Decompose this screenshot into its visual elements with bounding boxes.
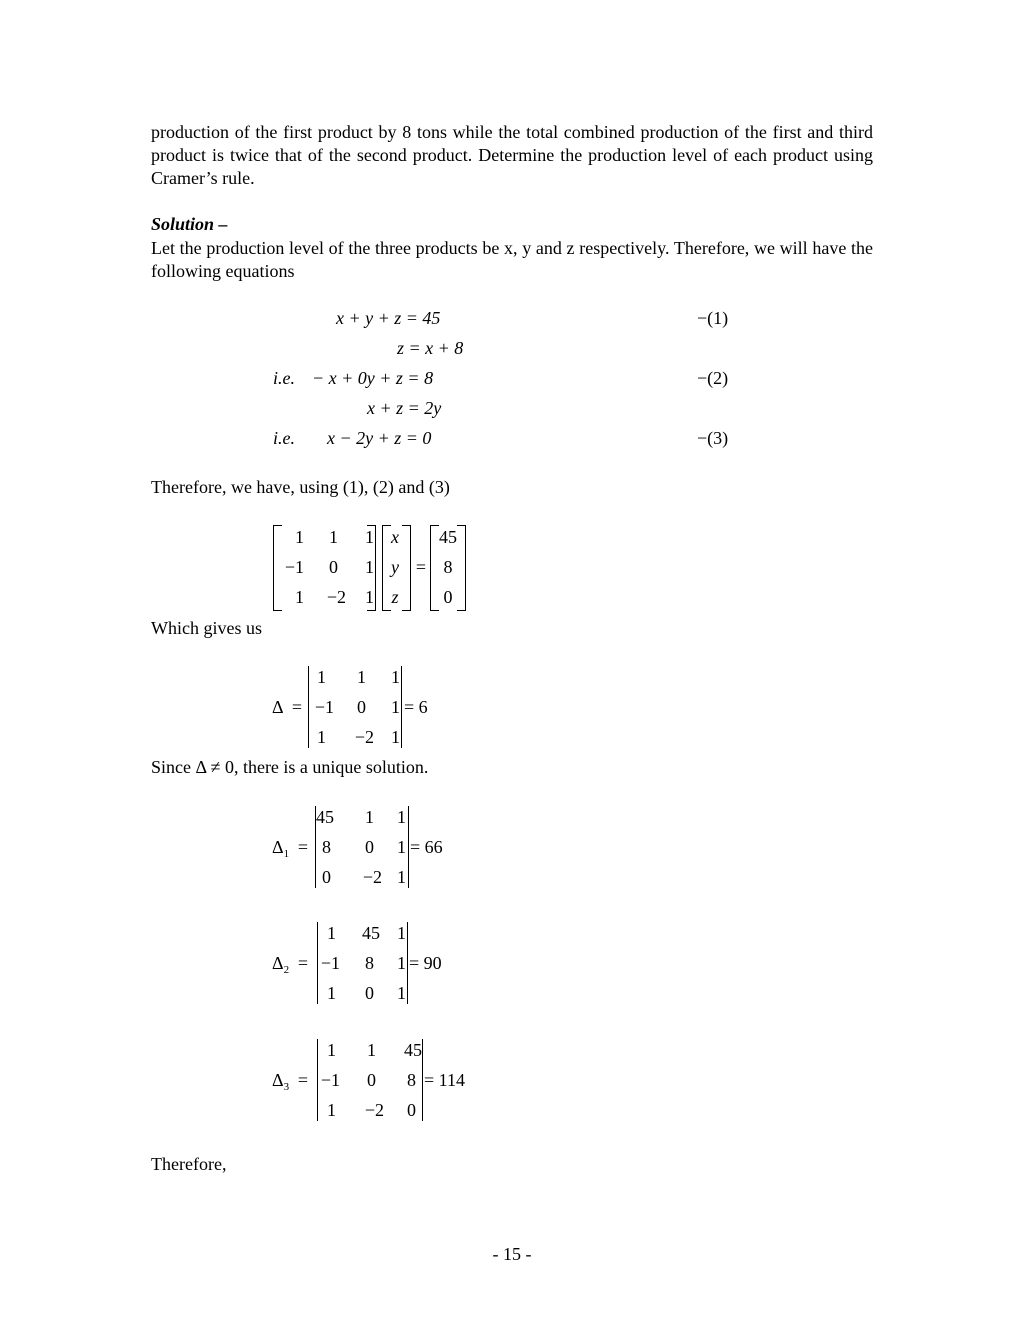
delta1-cell: 0 <box>365 837 374 857</box>
delta2-cell: −1 <box>320 953 340 973</box>
delta3-cell: 45 <box>404 1040 422 1060</box>
delta-symbol: Δ <box>272 697 284 717</box>
matrix-x-cell: y <box>391 557 399 577</box>
equation-2: − x + 0y + z = 8 <box>312 368 434 388</box>
matrix-b-cell: 0 <box>443 587 453 607</box>
delta2-cell: 1 <box>327 923 336 943</box>
matrix-b-cell: 8 <box>443 557 453 577</box>
delta1-cell: 1 <box>397 837 406 857</box>
matrix-a-cell: 1 <box>295 527 304 547</box>
delta3-cell: 1 <box>327 1040 336 1060</box>
delta3-cell: −1 <box>320 1070 340 1090</box>
matrix-x-right-bracket <box>402 525 411 611</box>
equation-1: x + y + z = 45 <box>336 308 441 328</box>
delta-result: = 6 <box>404 697 428 717</box>
matrix-a-cell: −2 <box>326 587 346 607</box>
delta3-equals: = <box>297 1070 309 1090</box>
equation-2-tag: −(2) <box>697 368 729 388</box>
matrix-equals-sign: = <box>415 557 427 577</box>
delta-cell: 1 <box>357 667 366 687</box>
delta1-result: = 66 <box>410 837 443 857</box>
delta2-cell: 0 <box>365 983 374 1003</box>
delta2-result: = 90 <box>409 953 442 973</box>
delta1-cell: 0 <box>322 867 331 887</box>
ie-label-2: i.e. <box>273 428 295 448</box>
matrix-a-cell: −1 <box>284 557 304 577</box>
delta-cell: 1 <box>391 667 400 687</box>
delta1-determinant <box>272 802 472 892</box>
delta1-cell: 8 <box>322 837 331 857</box>
matrix-a-cell: 1 <box>329 527 338 547</box>
which-gives-text: Which gives us <box>151 618 262 638</box>
delta2-cell: 1 <box>397 953 406 973</box>
equation-1-tag: −(1) <box>697 308 729 328</box>
delta1-cell: 45 <box>316 807 334 827</box>
delta3-cell: 1 <box>327 1100 336 1120</box>
delta-cell: 0 <box>357 697 366 717</box>
delta2-cell: 8 <box>365 953 374 973</box>
matrix-a-cell: 1 <box>365 527 374 547</box>
page-number: - 15 - <box>492 1244 532 1264</box>
delta-cell: 1 <box>391 697 400 717</box>
delta-determinant <box>272 662 452 752</box>
solution-heading: Solution – <box>151 214 228 234</box>
delta2-equals: = <box>297 953 309 973</box>
delta3-result: = 114 <box>424 1070 465 1090</box>
delta3-cell: 8 <box>407 1070 416 1090</box>
matrix-a-cell: 0 <box>329 557 338 577</box>
delta-cell: 1 <box>317 667 326 687</box>
matrix-x-cell: z <box>391 587 399 607</box>
delta1-cell: 1 <box>397 867 406 887</box>
delta1-right-bar <box>408 806 409 888</box>
delta2-right-bar <box>407 922 408 1004</box>
delta-cell: 1 <box>391 727 400 747</box>
matrix-b-cell: 45 <box>439 527 457 547</box>
delta-right-bar <box>401 666 402 748</box>
therefore-end-text: Therefore, <box>151 1154 227 1174</box>
delta3-cell: 0 <box>407 1100 416 1120</box>
matrix-x-cell: x <box>391 527 399 547</box>
therefore-using-text: Therefore, we have, using (1), (2) and (3) <box>151 477 450 497</box>
equation-z: z = x + 8 <box>397 338 464 358</box>
delta2-cell: 1 <box>397 923 406 943</box>
delta2-cell: 45 <box>362 923 380 943</box>
equation-3: x − 2y + z = 0 <box>327 428 432 448</box>
delta-cell: 1 <box>317 727 326 747</box>
intro-paragraph: production of the first product by 8 tons while the total combined production of the first and third product is twice that of the second product. Determine the production level of each product using Cramer’s rule. <box>151 122 873 188</box>
delta-equals: = <box>291 697 303 717</box>
delta1-cell: −2 <box>362 867 382 887</box>
delta-cell: −1 <box>314 697 334 717</box>
matrix-equation <box>270 522 470 612</box>
delta3-symbol: $\Delta_3$ <box>272 1070 290 1093</box>
delta1-equals: = <box>297 837 309 857</box>
solution-paragraph: Let the production level of the three products be x, y and z respectively. Therefore, we will have the following equations <box>151 238 873 281</box>
delta2-cell: 1 <box>327 983 336 1003</box>
ie-label-1: i.e. <box>273 368 295 388</box>
delta-cell: −2 <box>354 727 374 747</box>
delta3-cell: 0 <box>367 1070 376 1090</box>
delta3-determinant <box>272 1035 492 1125</box>
matrix-a-cell: 1 <box>295 587 304 607</box>
equation-3-tag: −(3) <box>697 428 729 448</box>
delta2-symbol: $\Delta_2$ <box>272 953 290 976</box>
delta3-cell: 1 <box>367 1040 376 1060</box>
delta2-determinant <box>272 918 472 1008</box>
matrix-a-cell: 1 <box>365 587 374 607</box>
equation-xz: x + z = 2y <box>367 398 442 418</box>
delta1-cell: 1 <box>397 807 406 827</box>
delta1-cell: 1 <box>365 807 374 827</box>
delta3-cell: −2 <box>364 1100 384 1120</box>
matrix-a-cell: 1 <box>365 557 374 577</box>
delta3-right-bar <box>422 1039 423 1121</box>
delta2-cell: 1 <box>397 983 406 1003</box>
delta1-symbol: $\Delta_1$ <box>272 837 290 860</box>
since-text: Since Δ ≠ 0, there is a unique solution. <box>151 757 429 777</box>
